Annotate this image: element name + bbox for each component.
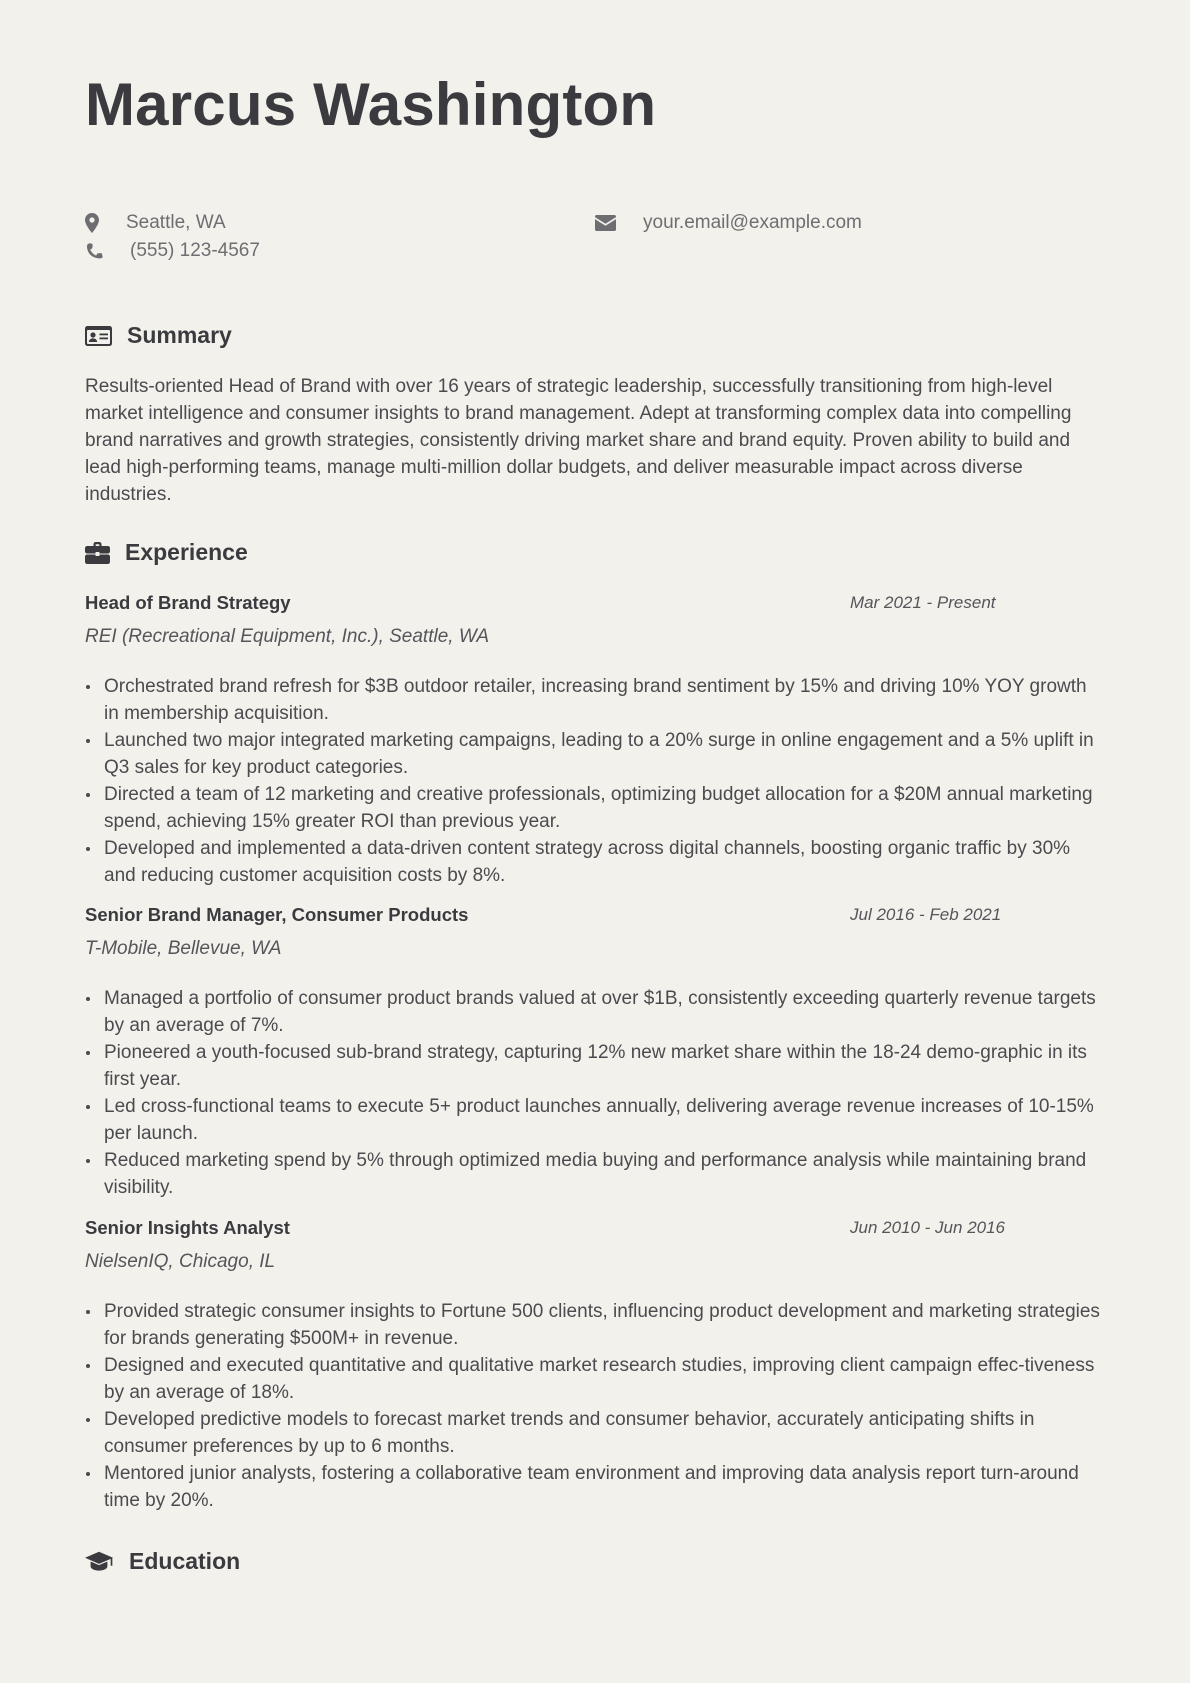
education-heading xyxy=(85,1548,240,1575)
bullet-item: Led cross-functional teams to execute 5+ product launches annually, delivering average revenue increases of 10-15% per launch. xyxy=(85,1093,1105,1147)
summary-heading-label: Summary xyxy=(127,322,232,348)
phone-text: (555) 123-4567 xyxy=(130,240,260,261)
education-heading-label: Education xyxy=(129,1548,241,1574)
job-title: Head of Brand Strategy xyxy=(85,592,291,613)
bullet-item: Directed a team of 12 marketing and creative professionals, optimizing budget allocation for a $20M annual marketing spend, achieving 15% greater ROI than previous year. xyxy=(85,781,1105,835)
bullet-item: Pioneered a youth-focused sub-brand strategy, capturing 12% new market share within the 18-24 demo-graphic in its first year. xyxy=(85,1039,1105,1093)
job-bullets xyxy=(85,985,1105,1201)
experience-heading-label: Experience xyxy=(125,539,248,565)
bullet-item: Managed a portfolio of consumer product brands valued at over $1B, consistently exceeding quarterly revenue targets by an average of 7%. xyxy=(85,985,1105,1039)
location-text: Seattle, WA xyxy=(126,212,226,233)
job-title: Senior Insights Analyst xyxy=(85,1217,290,1238)
id-card-icon xyxy=(85,324,113,348)
job-dates: Mar 2021 - Present xyxy=(850,593,996,612)
summary-heading xyxy=(85,322,232,349)
summary-text: Results-oriented Head of Brand with over 16 years of strategic leadership, successfully transitioning from high-level market intelligence and consumer insights to brand management. Adept at transforming complex data into compelling brand narratives and growth strategies, consistently driving market share and brand equity. Proven ability to build and lead high-performing teams, manage multi-million dollar budgets, and deliver measurable impact across diverse industries. xyxy=(85,376,1072,505)
bullet-item: Orchestrated brand refresh for $3B outdoor retailer, increasing brand sentiment by 15% and driving 10% YOY growth in membership acquisition. xyxy=(85,673,1105,727)
briefcase-icon xyxy=(85,541,113,565)
job-company: T-Mobile, Bellevue, WA xyxy=(85,938,282,959)
candidate-name: Marcus Washington xyxy=(85,71,657,138)
contact-location xyxy=(85,212,226,234)
job-dates: Jun 2010 - Jun 2016 xyxy=(850,1218,1006,1237)
phone-icon xyxy=(85,240,107,262)
bullet-item: Launched two major integrated marketing campaigns, leading to a 20% surge in online engagement and a 5% uplift in Q3 sales for key product categories. xyxy=(85,727,1105,781)
job-dates: Jul 2016 - Feb 2021 xyxy=(850,905,1002,924)
job-company: REI (Recreational Equipment, Inc.), Seattle, WA xyxy=(85,626,490,647)
bullet-item: Developed and implemented a data-driven content strategy across digital channels, boosting organic traffic by 30% and reducing customer acquisition costs by 8%. xyxy=(85,835,1105,889)
contact-email[interactable] xyxy=(595,212,862,234)
bullet-item: Developed predictive models to forecast market trends and consumer behavior, accurately anticipating shifts in consumer preferences by up to 6 months. xyxy=(85,1406,1105,1460)
bullet-item: Mentored junior analysts, fostering a collaborative team environment and improving data analysis report turn-around time by 20%. xyxy=(85,1460,1105,1514)
experience-heading xyxy=(85,539,248,566)
bullet-item: Designed and executed quantitative and qualitative market research studies, improving client campaign effec-tiveness by an average of 18%. xyxy=(85,1352,1105,1406)
contact-phone xyxy=(85,240,260,262)
bullet-item: Provided strategic consumer insights to Fortune 500 clients, influencing product development and marketing strategies for brands generating $500M+ in revenue. xyxy=(85,1298,1105,1352)
map-marker-icon xyxy=(85,212,107,234)
bullet-item: Reduced marketing spend by 5% through optimized media buying and performance analysis while maintaining brand visibility. xyxy=(85,1147,1105,1201)
envelope-icon xyxy=(595,212,617,234)
graduation-cap-icon xyxy=(85,1550,113,1574)
job-bullets xyxy=(85,673,1105,889)
email-link[interactable]: your.email@example.com xyxy=(643,212,862,233)
job-bullets xyxy=(85,1298,1105,1514)
job-title: Senior Brand Manager, Consumer Products xyxy=(85,904,469,925)
job-company: NielsenIQ, Chicago, IL xyxy=(85,1251,276,1272)
